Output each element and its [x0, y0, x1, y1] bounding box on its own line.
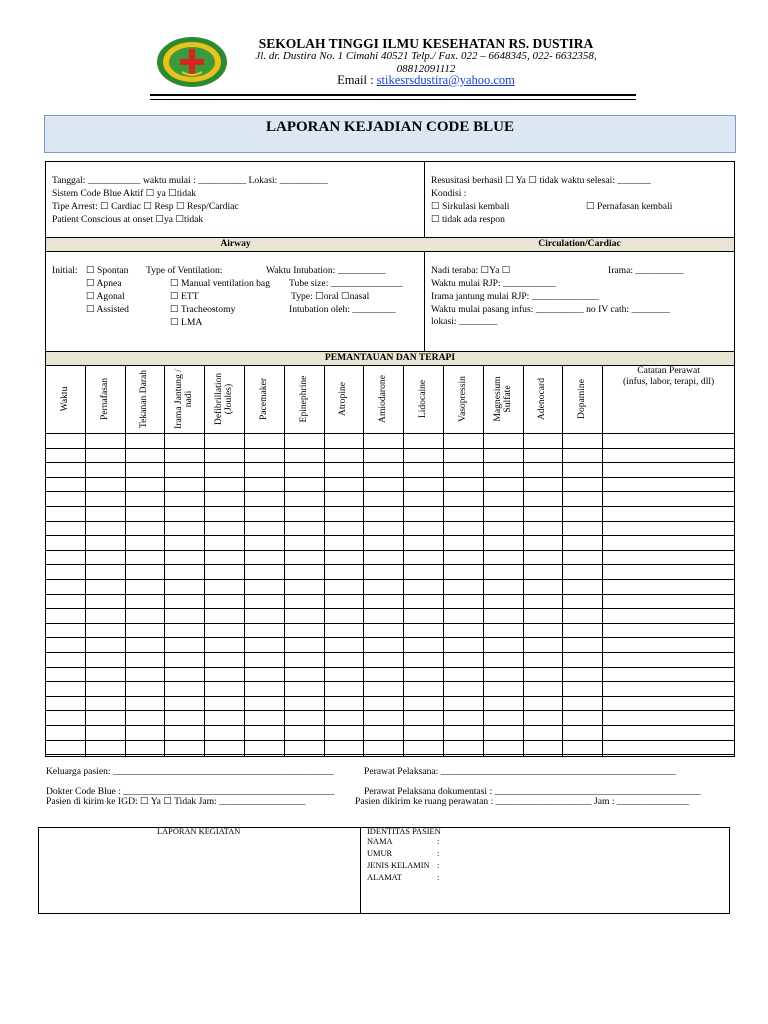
- condition-label: Kondisi :: [431, 188, 467, 199]
- ventilation-bag-checkbox[interactable]: ☐ Manual ventilation bag: [170, 278, 270, 289]
- column-header-text: Lidocaine: [417, 379, 429, 419]
- header-rule-thick: [150, 94, 636, 96]
- initial-spontan-checkbox[interactable]: ☐ Spontan: [86, 265, 129, 276]
- table-row: [45, 433, 735, 434]
- table-row: [45, 535, 735, 536]
- patient-identity-label: IDENTITAS PASIEN: [367, 827, 441, 836]
- rjp-start-field[interactable]: Waktu mulai RJP: ___________: [431, 278, 556, 289]
- table-row: [45, 754, 735, 755]
- intubation-type-field[interactable]: Type: ☐oral ☐nasal: [291, 291, 370, 302]
- infusion-location-field[interactable]: lokasi: ________: [431, 316, 498, 327]
- doctor-signature-field[interactable]: Dokter Code Blue : ____________________________________________: [46, 786, 335, 797]
- institution-address: Jl. dr. Dustira No. 1 Cimahi 40521 Telp./ Fax. 022 – 6648345, 022- 6632358, 08812091112: [255, 50, 597, 75]
- column-header-magnesium: [483, 367, 523, 431]
- patient-address-label: ALAMAT: [367, 873, 402, 882]
- rhythm-start-field[interactable]: Irama jantung mulai RJP: ______________: [431, 291, 599, 302]
- table-row: [45, 462, 735, 463]
- patient-name-label: NAMA: [367, 837, 393, 846]
- column-header-text: Magnesium Sulfate: [491, 376, 513, 422]
- breathing-returned-checkbox[interactable]: ☐ Pernafasan kembali: [586, 201, 673, 212]
- column-header-tekanan-darah: [125, 367, 165, 431]
- ventilation-label: Type of Ventilation:: [146, 265, 223, 276]
- column-header-irama-jantung: [164, 367, 204, 431]
- patient-age-label: UMUR: [367, 849, 393, 858]
- email-link[interactable]: stikesrsdustira@yahoo.com: [376, 73, 515, 87]
- patient-name-field[interactable]: :: [437, 837, 440, 846]
- column-header-text: Pernafasan: [98, 377, 110, 421]
- circulation-header: Circulation/Cardiac: [425, 237, 734, 252]
- patient-address-field[interactable]: :: [437, 873, 440, 882]
- table-row: [45, 652, 735, 653]
- table-row: [45, 564, 735, 565]
- igd-transfer-field[interactable]: Pasien di kirim ke IGD: ☐ Ya ☐ Tidak Jam: __________________: [46, 796, 306, 807]
- bottom-box: [38, 827, 730, 914]
- intubated-by-field[interactable]: Intubation oleh: _________: [289, 304, 396, 315]
- ventilation-lma-checkbox[interactable]: ☐ LMA: [170, 317, 203, 328]
- section-divider: [424, 162, 425, 351]
- intubation-time-field[interactable]: Waktu Intubation: __________: [266, 265, 386, 276]
- title-box: [44, 115, 736, 153]
- initial-label: Initial:: [52, 265, 78, 276]
- table-row: [45, 637, 735, 638]
- table-row: [45, 477, 735, 478]
- monitoring-table: [45, 365, 735, 757]
- pulse-field[interactable]: Nadi teraba: ☐Ya ☐: [431, 265, 511, 276]
- column-header-dopamine: [562, 367, 602, 431]
- column-header-pernafasan: [85, 367, 125, 431]
- infusion-field[interactable]: Waktu mulai pasang infus: __________ no IV cath: ________: [431, 304, 670, 315]
- table-row: [45, 448, 735, 449]
- column-header-amiodarone: [363, 367, 403, 431]
- activity-report-label: LAPORAN KEGIATAN: [157, 827, 241, 836]
- column-header-defibrillation: [204, 367, 244, 431]
- institution-logo: [156, 36, 228, 88]
- circulation-returned-checkbox[interactable]: ☐ Sirkulasi kembali: [431, 201, 510, 212]
- ward-transfer-field[interactable]: Pasien dikirim ke ruang perawatan : ____________________ Jam : _______________: [355, 796, 689, 807]
- date-time-location-field[interactable]: Tanggal: ___________ waktu mulai : __________ Lokasi: __________: [52, 175, 328, 186]
- column-header-text: Adenocard: [536, 377, 548, 421]
- column-header-text: Atropine: [337, 381, 349, 417]
- institution-email-line: [236, 73, 616, 88]
- code-blue-active-field[interactable]: Sistem Code Blue Aktif ☐ ya ☐tidak: [52, 188, 197, 199]
- email-label: Email :: [337, 73, 377, 87]
- resuscitation-result-field[interactable]: Resusitasi berhasil ☐ Ya ☐ tidak waktu selesai: _______: [431, 175, 651, 186]
- rhythm-field[interactable]: Irama: __________: [608, 265, 684, 276]
- tube-size-field[interactable]: Tube size: _______________: [289, 278, 403, 289]
- monitoring-header: PEMANTAUAN DAN TERAPI: [46, 351, 734, 366]
- initial-apnea-checkbox[interactable]: ☐ Apnea: [86, 278, 122, 289]
- column-header-lidocaine: [403, 367, 443, 431]
- institution-name: SEKOLAH TINGGI ILMU KESEHATAN RS. DUSTIRA: [258, 36, 594, 51]
- column-header-pacemaker: [244, 367, 284, 431]
- conscious-onset-field[interactable]: Patient Conscious at onset ☐ya ☐tidak: [52, 214, 204, 225]
- table-row: [45, 681, 735, 682]
- column-header-text: Pacemaker: [257, 377, 269, 421]
- patient-age-field[interactable]: :: [437, 849, 440, 858]
- column-header-text: Waktu: [58, 386, 70, 412]
- table-row: [45, 667, 735, 668]
- ventilation-ett-checkbox[interactable]: ☐ ETT: [170, 291, 199, 302]
- table-row: [45, 725, 735, 726]
- column-header-text: Dopamine: [576, 379, 588, 419]
- patient-gender-label: JENIS KELAMIN: [367, 861, 430, 870]
- table-row: [45, 710, 735, 711]
- column-header-text: Defibrillation (Joules): [213, 372, 235, 426]
- table-row: [45, 696, 735, 697]
- initial-assisted-checkbox[interactable]: ☐ Assisted: [86, 304, 129, 315]
- column-header-text: Irama Jantung / nadi: [173, 369, 195, 429]
- table-row: [45, 594, 735, 595]
- column-header-epinephrine: [284, 367, 324, 431]
- table-row: [45, 740, 735, 741]
- family-signature-field[interactable]: Keluarga pasien: ______________________________________________: [46, 766, 334, 777]
- table-row: [45, 623, 735, 624]
- ventilation-tracheostomy-checkbox[interactable]: ☐ Tracheostomy: [170, 304, 236, 315]
- column-header-waktu: [45, 367, 85, 431]
- initial-agonal-checkbox[interactable]: ☐ Agonal: [86, 291, 125, 302]
- column-header-vasopressin: [443, 367, 483, 431]
- airway-header: Airway: [46, 237, 425, 252]
- documentation-nurse-field[interactable]: Perawat Pelaksana dokumentasi : ___________________________________________: [364, 786, 701, 797]
- table-row: [45, 550, 735, 551]
- table-column-line: [602, 365, 603, 757]
- patient-gender-field[interactable]: :: [437, 861, 440, 870]
- header-rule-thin: [150, 99, 636, 100]
- bottom-divider: [360, 828, 361, 914]
- column-header-atropine: [324, 367, 364, 431]
- table-row: [45, 608, 735, 609]
- table-row: [45, 579, 735, 580]
- table-row: [45, 506, 735, 507]
- nurse-notes-header: Catatan Perawat (infus, labor, terapi, dll): [622, 365, 715, 387]
- no-response-checkbox[interactable]: ☐ tidak ada respon: [431, 214, 505, 225]
- form-title: LAPORAN KEJADIAN CODE BLUE: [266, 119, 514, 135]
- column-header-text: Amiodarone: [377, 375, 389, 423]
- arrest-type-field[interactable]: Tipe Arrest: ☐ Cardiac ☐ Resp ☐ Resp/Cardiac: [52, 201, 239, 212]
- column-header-text: Vasopressin: [456, 376, 468, 422]
- column-header-adenocard: [523, 367, 563, 431]
- column-header-text: Epinephrine: [297, 375, 309, 423]
- table-row: [45, 521, 735, 522]
- nurse-signature-field[interactable]: Perawat Pelaksana: _________________________________________________: [364, 766, 676, 777]
- table-row: [45, 491, 735, 492]
- column-header-text: Tekanan Darah: [138, 369, 150, 429]
